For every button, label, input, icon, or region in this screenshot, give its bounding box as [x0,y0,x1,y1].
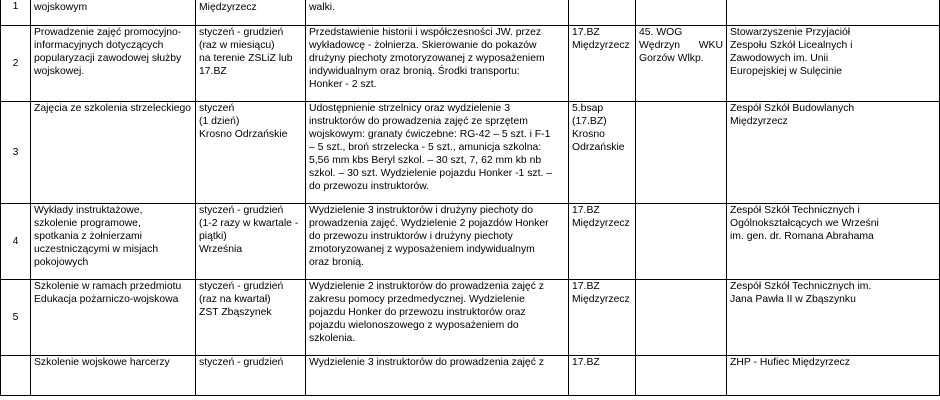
support-cell: Wydzielenie 2 instruktorów do prowadzenia zajęć z zakresu pomocy przedmedycznej. Wydzielenie pojazdu Honker do przewozu instruktorów oraz pojazdu wielonoszowego z wyposażeniem do szkolenia. [306,280,569,356]
activity-cell: Zajęcia ze szkolenia strzeleckiego [31,102,196,204]
table-row [1,280,940,356]
table-row [1,102,940,204]
period-cell: styczeń - grudzień (raz na kwartał) ZST Zbąszynek [196,280,306,356]
partner-cell [636,280,727,356]
unit-cell: 5.bsap (17.BZ) Krosno Odrzańskie [569,102,636,204]
table-row [1,356,940,396]
partner-cell [636,102,727,204]
table-row [1,0,940,26]
school-cell: ZHP - Hufiec Międzyrzecz [727,356,940,396]
period-cell: styczeń (1 dzień) Krosno Odrzańskie [196,102,306,204]
support-cell: Wydzielenie 3 instruktorów do prowadzenia zajęć z [306,356,569,396]
partner-cell: 45. WOG Wędrzyn WKU Gorzów Wlkp. [636,26,727,102]
support-cell: walki. [306,0,569,26]
row-number: 1 [1,0,31,26]
period-cell: styczeń - grudzień (1-2 razy w kwartale - piątki) Września [196,204,306,280]
partner-cell [636,204,727,280]
support-cell: Wydzielenie 3 instruktorów i drużyny piechoty do prowadzenia zajęć. Wydzielenie 2 pojazdów Honker do przewozu instruktorów i drużyny piechoty zmotoryzowanej z wyposażeniem indywidualnym oraz bronią. [306,204,569,280]
school-cell: Zespół Szkół Budowlanych Międzyrzecz [727,102,940,204]
row-number: 4 [1,204,31,280]
support-cell: Udostępnienie strzelnicy oraz wydzielenie 3 instruktorów do prowadzenia zajęć ze sprzętem wojskowym: granaty ćwiczebne: RG-42 – 5 szt. i F-1 – 5 szt., broń strzelecka - 5 szt., amunicja szkolna: 5,56 mm kbs Beryl szkol. – 30 szt, 7, 62 mm kb nb szkol. – 30 szt. Wydzielenie pojazdu Honker -1 szt. – do przewozu instruktorów. [306,102,569,204]
activity-cell: wojskowym [31,0,196,26]
support-cell: Przedstawienie historii i współczesności JW. przez wykładowcę - żołnierza. Skierowanie do pokazów drużyny piechoty zmotoryzowanej z wyposażeniem indywidualnym oraz bronią. Środki transportu: Honker - 2 szt. [306,26,569,102]
activity-cell: Szkolenie wojskowe harcerzy [31,356,196,396]
school-cell [727,0,940,26]
school-cell: Zespół Szkół Technicznych im. Jana Pawła II w Zbąszynku [727,280,940,356]
unit-cell: 17.BZ Międzyrzecz [569,280,636,356]
unit-cell: 17.BZ Międzyrzecz [569,26,636,102]
unit-cell [569,0,636,26]
unit-cell: 17.BZ Międzyrzecz [569,204,636,280]
activity-cell: Prowadzenie zajęć promocyjno- informacyjnych dotyczących popularyzacji zawodowej służby wojskowej. [31,26,196,102]
row-number: 3 [1,102,31,204]
table-row [1,26,940,102]
school-cell: Stowarzyszenie Przyjaciół Zespołu Szkół Licealnych i Zawodowych im. Unii Europejskiej w Sulęcinie [727,26,940,102]
row-number: 2 [1,26,31,102]
row-number [1,356,31,396]
unit-cell: 17.BZ [569,356,636,396]
activity-cell: Szkolenie w ramach przedmiotu Edukacja pożarniczo-wojskowa [31,280,196,356]
school-cell: Zespół Szkół Technicznych i Ogólnokształcących we Wrześni im. gen. dr. Romana Abrahama [727,204,940,280]
activity-cell: Wykłady instruktażowe, szkolenie programowe, spotkania z żołnierzami uczestniczącymi w misjach pokojowych [31,204,196,280]
partner-cell [636,356,727,396]
period-cell: styczeń - grudzień [196,356,306,396]
table-row [1,204,940,280]
period-cell: styczeń - grudzień (raz w miesiącu) na terenie ZSLiZ lub 17.BZ [196,26,306,102]
partner-cell [636,0,727,26]
row-number: 5 [1,280,31,356]
period-cell: Międzyrzecz [196,0,306,26]
